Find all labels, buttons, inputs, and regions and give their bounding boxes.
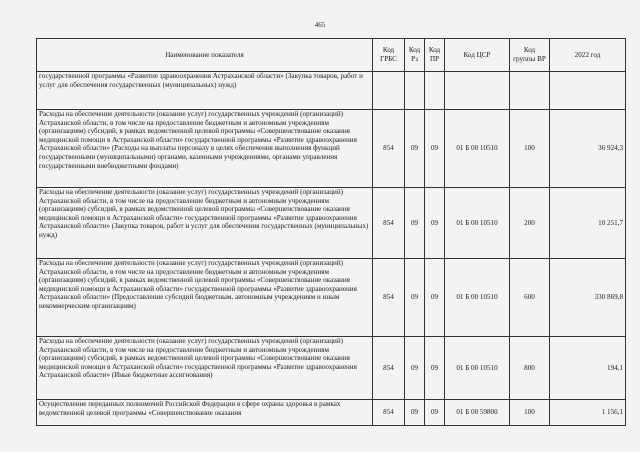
budget-table bbox=[36, 38, 626, 426]
header-name: Наименование показателя bbox=[37, 39, 373, 72]
row-name: Расходы на обеспечение деятельности (оказание услуг) государственных учреждений (организаций) Астраханской области, в том числе на предоставление бюджетным и автономным учреждениям (организациям) субсидий, в рамках ведомственной целевой программы «Совершенствование оказания медицинской помощи в Астраханской области» государственной программы «Развитие здравоохранения Астраханской области» (Иные бюджетные ассигнования) bbox=[37, 337, 373, 400]
row-vr: 100 bbox=[510, 400, 550, 426]
row-name: Расходы на обеспечение деятельности (оказание услуг) государственных учреждений (организаций) Астраханской области, в том числе на предоставление бюджетным и автономным учреждениям (организациям) субсидий, в рамках ведомственной целевой программы «Совершенствование оказания медицинской помощи в Астраханской области» государственной программы «Развитие здравоохранения Астраханской области» (Предоставление субсидий бюджетным, автономным учреждениям и иным некоммерческим организациям) bbox=[37, 259, 373, 337]
row-pr: 09 bbox=[425, 188, 445, 259]
header-csr: Код ЦСР bbox=[445, 39, 510, 72]
row-pr: 09 bbox=[425, 400, 445, 426]
table-header-row bbox=[37, 39, 626, 72]
table-row bbox=[37, 337, 626, 400]
row-rz: 09 bbox=[405, 110, 425, 188]
header-grbs: Код ГРБС bbox=[373, 39, 405, 72]
row-vr bbox=[510, 72, 550, 110]
row-grbs bbox=[373, 72, 405, 110]
row-pr: 09 bbox=[425, 110, 445, 188]
row-csr: 01 Б 00 10510 bbox=[445, 259, 510, 337]
row-rz: 09 bbox=[405, 188, 425, 259]
row-pr: 09 bbox=[425, 337, 445, 400]
row-rz: 09 bbox=[405, 337, 425, 400]
row-csr: 01 Б 00 59800 bbox=[445, 400, 510, 426]
row-rz: 09 bbox=[405, 259, 425, 337]
header-year: 2022 год bbox=[550, 39, 626, 72]
row-csr: 01 Б 00 10510 bbox=[445, 188, 510, 259]
row-amount: 36 924,3 bbox=[550, 110, 626, 188]
header-pr: Код ПР bbox=[425, 39, 445, 72]
table-row bbox=[37, 188, 626, 259]
row-grbs: 854 bbox=[373, 400, 405, 426]
row-csr bbox=[445, 72, 510, 110]
row-name: Расходы на обеспечение деятельности (оказание услуг) государственных учреждений (организаций) Астраханской области, в том числе на предоставление бюджетным и автономным учреждениям (организациям) субсидий, в рамках ведомственной целевой программы «Совершенствование оказания медицинской помощи в Астраханской области» государственной программы «Развитие здравоохранения Астраханской области» (Закупка товаров, работ и услуг для обеспечения государственных (муниципальных) нужд) bbox=[37, 188, 373, 259]
row-pr bbox=[425, 72, 445, 110]
row-csr: 01 Б 00 10510 bbox=[445, 110, 510, 188]
row-name: Расходы на обеспечение деятельности (оказание услуг) государственных учреждений (организаций) Астраханской области, в том числе на предоставление бюджетным и автономным учреждениям (организациям) субсидий, в рамках ведомственной целевой программы «Совершенствование оказания медицинской помощи в Астраханской области» государственной программы «Развитие здравоохранения Астраханской области» (Расходы на выплаты персоналу в целях обеспечения выполнения функций государственными (муниципальными) органами, казенными учреждениями, органами управления государственными внебюджетными фондами) bbox=[37, 110, 373, 188]
row-vr: 800 bbox=[510, 337, 550, 400]
row-grbs: 854 bbox=[373, 188, 405, 259]
header-vr: Код группы ВР bbox=[510, 39, 550, 72]
page-number: 465 bbox=[314, 21, 326, 29]
row-grbs: 854 bbox=[373, 337, 405, 400]
row-amount bbox=[550, 72, 626, 110]
table-row bbox=[37, 110, 626, 188]
row-amount: 330 869,8 bbox=[550, 259, 626, 337]
table-row bbox=[37, 72, 626, 110]
header-rz: Код Рз bbox=[405, 39, 425, 72]
table-row bbox=[37, 400, 626, 426]
row-amount: 1 156,1 bbox=[550, 400, 626, 426]
row-vr: 600 bbox=[510, 259, 550, 337]
row-rz bbox=[405, 72, 425, 110]
row-pr: 09 bbox=[425, 259, 445, 337]
row-amount: 10 251,7 bbox=[550, 188, 626, 259]
row-grbs: 854 bbox=[373, 110, 405, 188]
row-csr: 01 Б 00 10510 bbox=[445, 337, 510, 400]
row-vr: 200 bbox=[510, 188, 550, 259]
row-name: Осуществление переданных полномочий Российской Федерации в сфере охраны здоровья в рамках ведомственной целевой программы «Совершенствование оказания bbox=[37, 400, 373, 426]
row-vr: 100 bbox=[510, 110, 550, 188]
table-row bbox=[37, 259, 626, 337]
row-name: государственной программы «Развитие здравоохранения Астраханской области» (Закупка товаров, работ и услуг для обеспечения государственных (муниципальных) нужд) bbox=[37, 72, 373, 110]
row-grbs: 854 bbox=[373, 259, 405, 337]
row-amount: 194,1 bbox=[550, 337, 626, 400]
row-rz: 09 bbox=[405, 400, 425, 426]
